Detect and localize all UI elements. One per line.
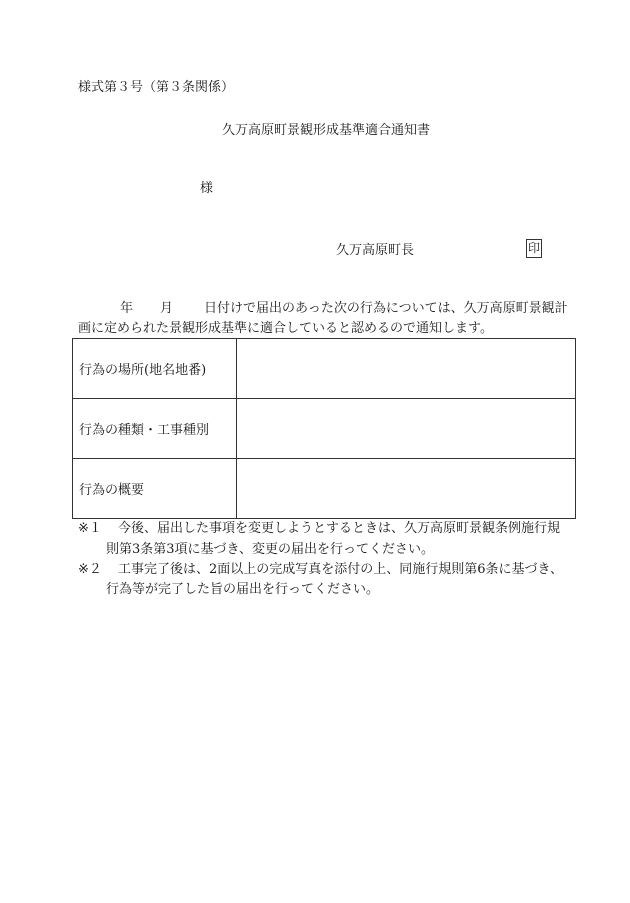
row-value-type[interactable] [237,399,576,459]
row-value-summary[interactable] [237,459,576,519]
document-title: 久万高原町景観形成基準適合通知書 [222,123,431,138]
note-2-mark: ※２ [78,562,102,577]
table-row [73,459,576,519]
year-label: 年 [120,301,134,316]
row-label-location: 行為の場所(地名地番) [73,339,237,399]
body-paragraph-line2: 画に定められた景観形成基準に適合していると認めるので通知します。 [78,321,493,336]
row-label-summary: 行為の概要 [73,459,237,519]
action-details-table [72,338,576,519]
note-2-line2: 行為等が完了した旨の届出を行ってください。 [106,582,380,597]
note-1-line2: 則第3条第3項に基づき、変更の届出を行ってください。 [106,542,435,557]
month-label: 月 [160,301,174,316]
row-value-location[interactable] [237,339,576,399]
issuer-name: 久万高原町長 [336,243,415,258]
note-1-mark: ※１ [78,521,102,536]
row-label-type: 行為の種類・工事種別 [73,399,237,459]
table-row [73,399,576,459]
addressee-suffix: 様 [200,181,214,196]
note-2-line1: 工事完了後は、2面以上の完成写真を添付の上、同施行規則第6条に基づき、 [118,562,564,577]
table-row [73,339,576,399]
body-text-line1: 日付けで届出のあった次の行為については、久万高原町景観計 [204,301,568,316]
note-1-line1: 今後、届出した事項を変更しようとするときは、久万高原町景観条例施行規 [118,521,561,536]
seal-mark: 印 [526,239,542,258]
form-number: 様式第３号（第３条関係） [78,80,235,95]
